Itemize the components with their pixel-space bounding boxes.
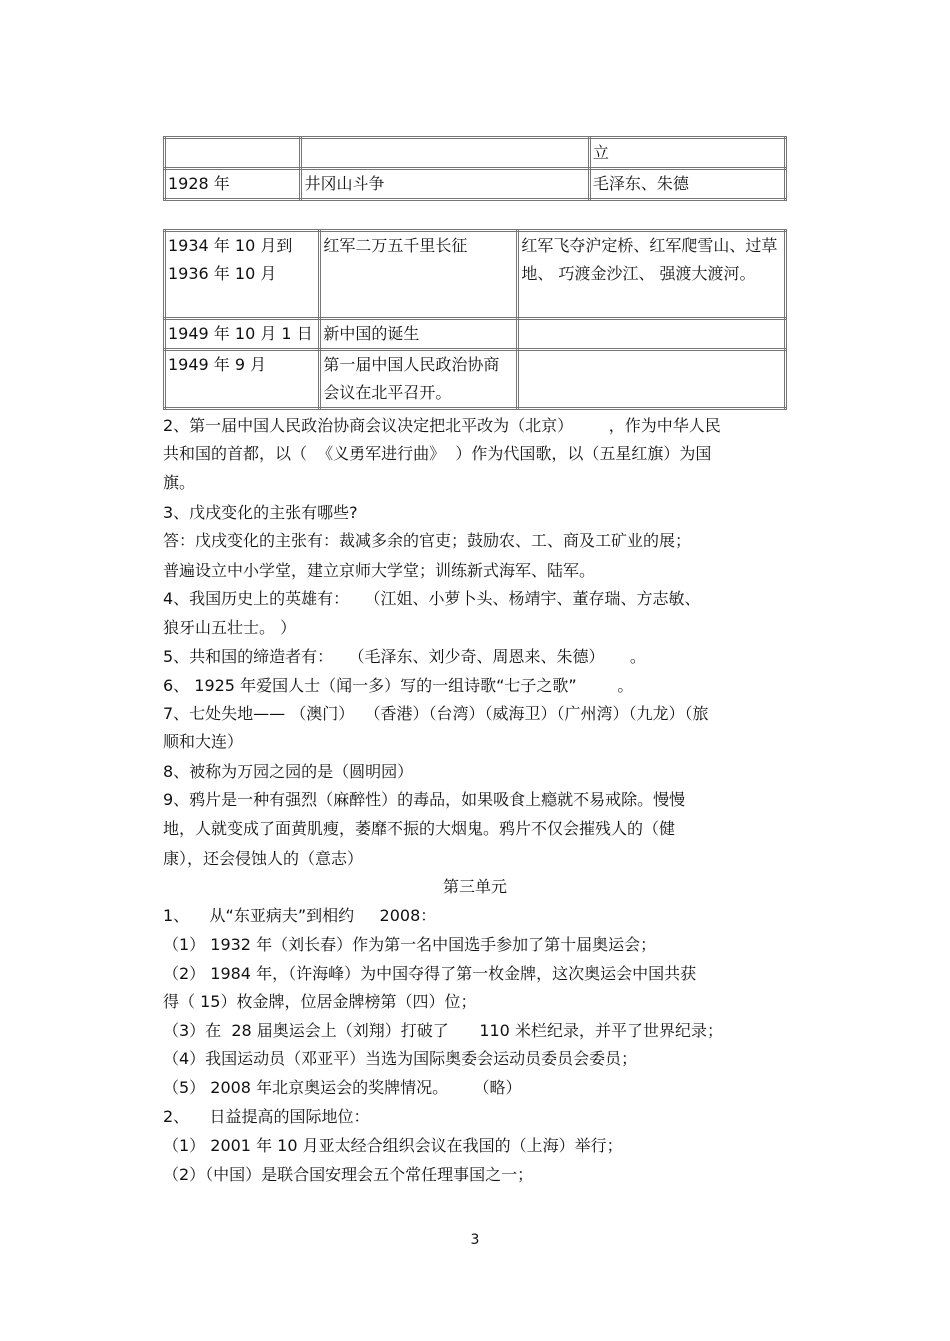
table-cell (165, 138, 301, 169)
text-line: 普遍设立中小学堂，建立京师大学堂；训练新式海军、陆军。 (163, 561, 596, 580)
text-line: 狼牙山五壮士。 ） (163, 618, 297, 637)
text-line: 2、 日益提高的国际地位： (163, 1107, 370, 1126)
text-line: 答：戊戌变化的主张有：裁减多余的官吏；鼓励农、工、商及工矿业的展； (163, 531, 692, 550)
table-cell: 1934 年 10 月到 1936 年 10 月 (165, 231, 320, 319)
text-line: 顺和大连） (163, 732, 244, 751)
text-line: 8、被称为万园之园的是（圆明园） (163, 762, 414, 781)
text-line: （3）在 28 届奥运会上（刘翔）打破了 110 米栏纪录，并平了世界纪录； (163, 1021, 723, 1040)
table-cell: 1928 年 (165, 169, 301, 200)
text-line: （5） 2008 年北京奥运会的奖牌情况。 （略） (163, 1078, 522, 1097)
table-cell: 井冈山斗争 (301, 169, 589, 200)
table-cell: 1949 年 10 月 1 日 (165, 319, 320, 350)
table-cell: 立 (589, 138, 785, 169)
text-line: 共和国的首都，以（ 《义勇军进行曲》 ）作为代国歌，以（五星红旗）为国 (163, 444, 712, 463)
text-line: 3、戊戌变化的主张有哪些? (163, 503, 358, 522)
text-line: 2、第一届中国人民政治协商会议决定把北平改为（北京） ，作为中华人民 (163, 416, 721, 435)
text-line: 得（ 15）枚金牌，位居金牌榜第（四）位； (163, 992, 477, 1011)
text-line: （4）我国运动员（邓亚平）当选为国际奥委会运动员委员会委员； (163, 1049, 638, 1068)
page-number: 3 (470, 1232, 480, 1248)
text-line: 4、我国历史上的英雄有： （江姐、小萝卜头、杨靖宇、董存瑞、方志敏、 (163, 589, 701, 608)
text-line: （1） 1932 年（刘长春）作为第一名中国选手参加了第十届奥运会； (163, 935, 657, 954)
text-line: 地，人就变成了面黄肌瘦，萎靡不振的大烟鬼。鸦片不仅会摧残人的（健 (163, 819, 676, 838)
table-cell (518, 350, 786, 409)
text-line: （2） 1984 年，（许海峰）为中国夺得了第一枚金牌，这次奥运会中国共获 (163, 964, 697, 983)
text-line: （1） 2001 年 10 月亚太经合组织会议在我国的（上海）举行； (163, 1136, 623, 1155)
text-line: （2）（中国）是联合国安理会五个常任理事国之一； (163, 1165, 534, 1184)
table-row (165, 169, 786, 200)
table-cell (301, 138, 589, 169)
table-cell: 毛泽东、朱德 (589, 169, 785, 200)
text-line: 9、鸦片是一种有强烈（麻醉性）的毒品，如果吸食上瘾就不易戒除。慢慢 (163, 790, 686, 809)
text-line: 7、七处失地—— （澳门） （香港）（台湾）（威海卫）（广州湾）（九龙）（旅 (163, 704, 709, 723)
table-cell: 红军二万五千里长征 (320, 231, 518, 319)
table-row (165, 350, 786, 409)
table-row (165, 138, 786, 169)
history-table-top (163, 136, 787, 201)
table-row (165, 319, 786, 350)
table-row (165, 231, 786, 319)
text-line: 旗。 (163, 473, 196, 492)
table-cell: 1949 年 9 月 (165, 350, 320, 409)
text-line: 1、 从“东亚病夫”到相约 2008： (163, 906, 437, 925)
section-title: 第三单元 (442, 877, 507, 896)
history-table-bottom (163, 229, 787, 410)
table-cell: 红军飞夺沪定桥、红军爬雪山、过草地、 巧渡金沙江、 强渡大渡河。 (518, 231, 786, 319)
text-line: 6、 1925 年爱国人士（闻一多）写的一组诗歌“七子之歌” 。 (163, 676, 634, 695)
table-cell: 第一届中国人民政治协商会议在北平召开。 (320, 350, 518, 409)
table-cell (518, 319, 786, 350)
table-cell: 新中国的诞生 (320, 319, 518, 350)
text-line: 5、共和国的缔造者有： （毛泽东、刘少奇、周恩来、朱德） 。 (163, 647, 646, 666)
text-line: 康），还会侵蚀人的（意志） (163, 849, 364, 868)
